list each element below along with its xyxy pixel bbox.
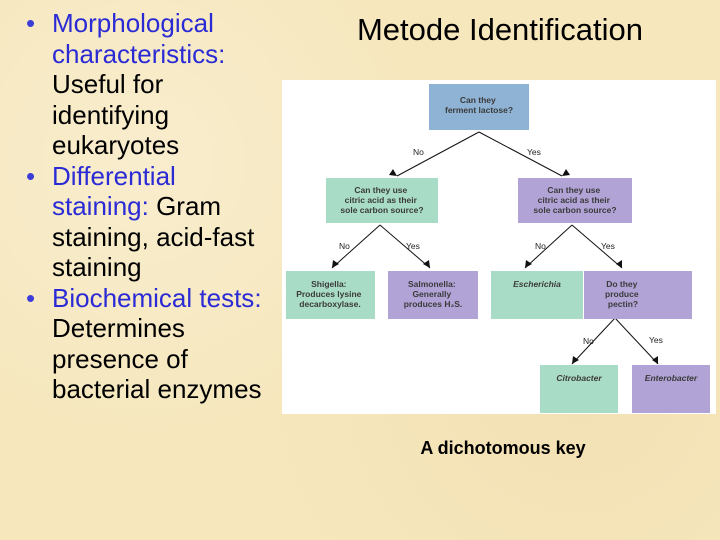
label-q4-no: No (583, 336, 594, 346)
node-q3-line-1: Can they use (547, 185, 601, 195)
node-q3-line-2: citric acid as their (537, 195, 610, 205)
edge-q1-no (397, 132, 479, 176)
node-q2-line-2: citric acid as their (344, 195, 417, 205)
node-q4-text (605, 279, 641, 309)
bullet-separator: : (218, 38, 226, 69)
edge-q3-no (525, 225, 572, 268)
node-salmonella-line-3: produces H₂S. (403, 299, 463, 309)
node-q2-line-1: Can they use (354, 185, 408, 195)
label-q2-yes: Yes (406, 241, 420, 251)
node-shigella-name: Shigella: (311, 279, 347, 289)
bullet-term: Differential staining (52, 160, 176, 221)
bullet-description: Useful for identifying eukaryotes (52, 69, 180, 160)
node-q2-line-3: sole carbon source? (340, 205, 424, 215)
bullet-morphological (24, 8, 274, 161)
bullet-term: Morphological characteristics (52, 8, 219, 69)
label-q2-no: No (339, 241, 350, 251)
node-q1-line-2: ferment lactose? (444, 105, 514, 115)
node-salmonella-name: Salmonella: (407, 279, 456, 289)
node-shigella-line-2: Produces lysine (296, 289, 362, 299)
label-q3-no: No (535, 241, 546, 251)
figure-caption: A dichotomous key (420, 438, 586, 458)
label-q4-yes: Yes (649, 335, 663, 345)
node-escherichia-text (513, 279, 561, 289)
node-enterobacter-name: Enterobacter (644, 373, 698, 383)
node-citrobacter-name: Citrobacter (556, 373, 602, 383)
node-citrobacter-text (556, 373, 602, 383)
bullet-marker: • (26, 8, 36, 38)
node-q4-line-1: Do they (606, 279, 638, 289)
dichotomous-key-diagram (282, 80, 716, 414)
node-escherichia-name: Escherichia (513, 279, 561, 289)
node-q3-line-3: sole carbon source? (533, 205, 617, 215)
bullet-biochemical-tests (24, 283, 274, 405)
bullet-differential-staining (24, 161, 274, 283)
bullet-description: Gram staining, acid-fast staining (52, 191, 255, 282)
node-enterobacter-text (645, 373, 698, 383)
bullet-separator: : (141, 191, 149, 221)
node-q4-line-3: pectin? (607, 299, 639, 309)
label-q3-yes: Yes (601, 241, 615, 251)
bullet-description: Determines presence of bacterial enzymes (52, 313, 262, 404)
bullet-marker: • (26, 160, 36, 191)
bullet-marker: • (26, 282, 36, 313)
dichotomous-key-figure (282, 80, 716, 414)
node-salmonella-line-2: Generally (412, 289, 452, 299)
label-q1-yes: Yes (527, 147, 541, 157)
slide-title: Metode Identification (356, 12, 644, 47)
bullet-term: Biochemical tests (52, 282, 255, 313)
bullet-separator: : (254, 282, 262, 313)
label-q1-no: No (413, 147, 424, 157)
edge-q2-yes (380, 225, 430, 268)
node-q4-line-2: produce (605, 289, 639, 299)
node-shigella-line-3: decarboxylase. (299, 299, 361, 309)
node-salmonella-text (404, 279, 463, 309)
node-q1-line-1: Can they (459, 95, 496, 105)
bullet-list (24, 8, 274, 405)
edge-q1-yes (479, 132, 562, 176)
